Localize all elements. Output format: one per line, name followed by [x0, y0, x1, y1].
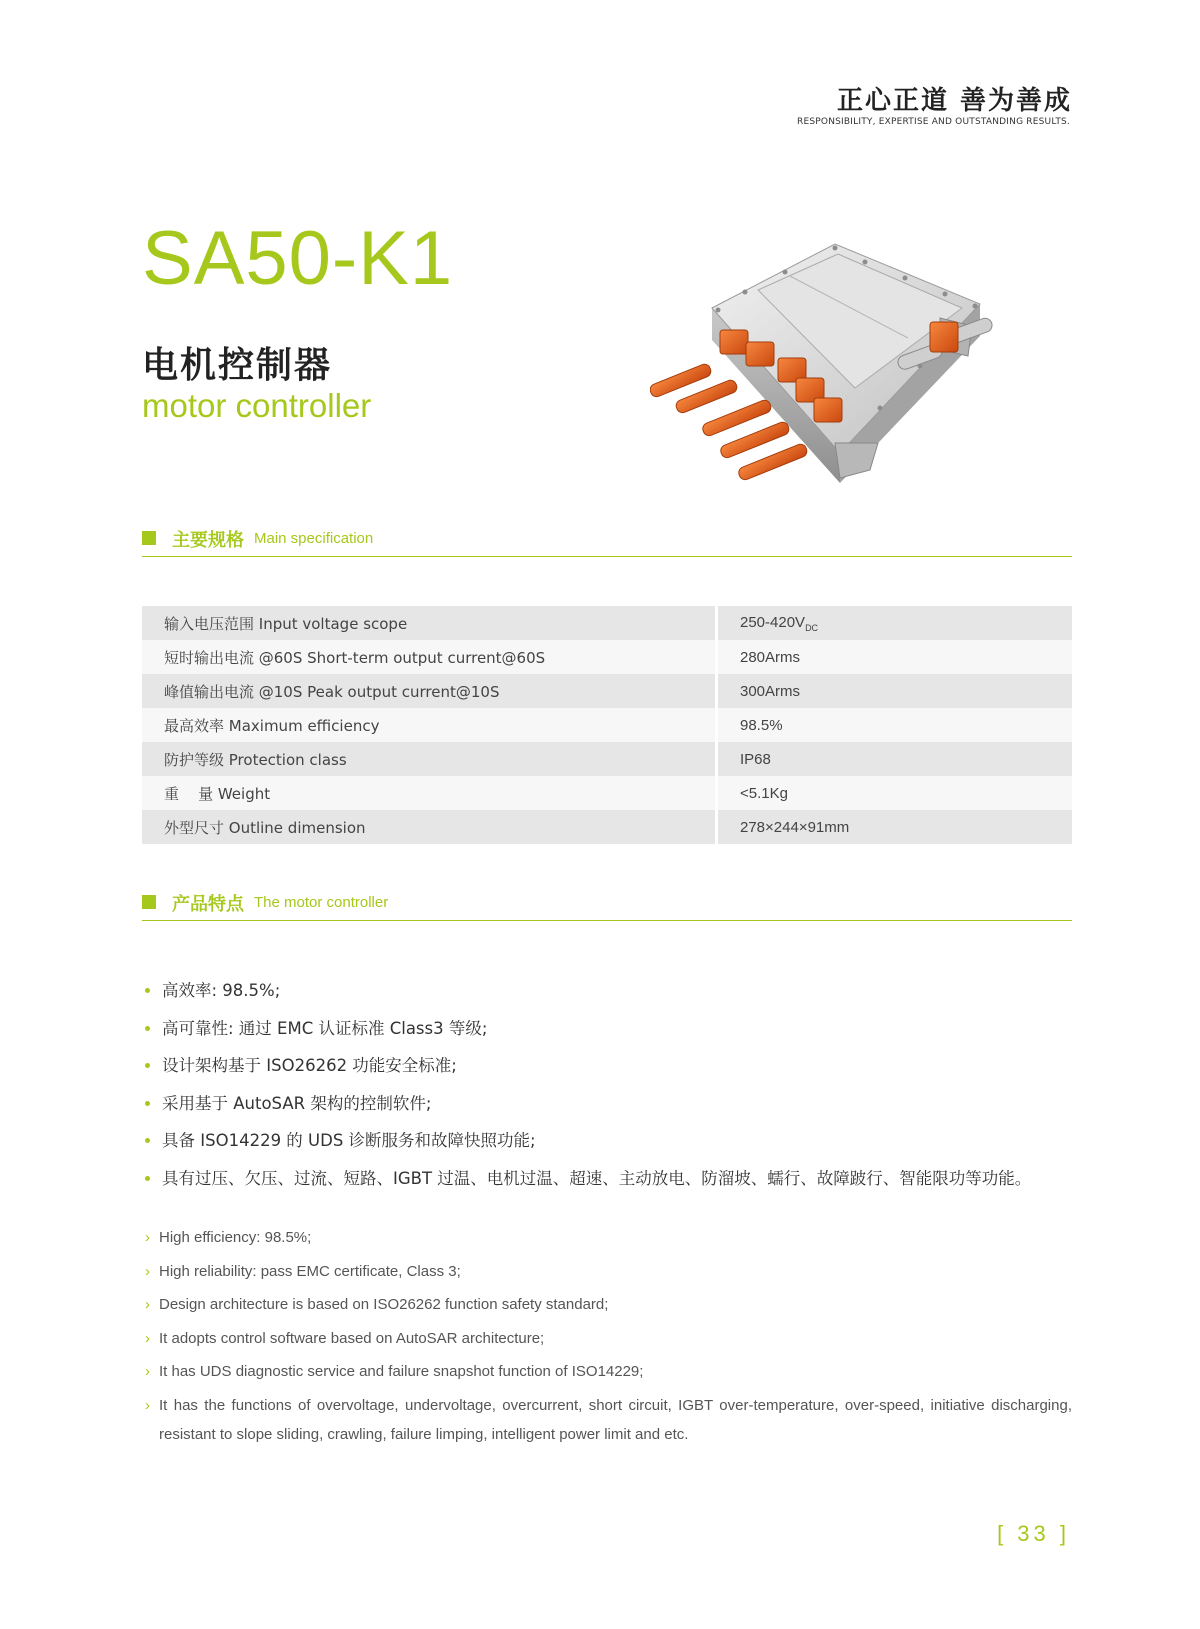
list-item: [145, 1290, 1072, 1324]
spec-section-header: [142, 526, 1072, 557]
spec-label: 重 量 Weight: [142, 776, 717, 810]
spec-label: 外型尺寸 Outline dimension: [142, 810, 717, 844]
spec-value: 278×244×91mm: [717, 810, 1073, 844]
slogan-cn: 正心正道 善为善成: [836, 86, 1072, 116]
chevron-right-icon: ›: [145, 1262, 150, 1280]
list-item: [145, 1160, 1031, 1198]
table-row: [142, 776, 1072, 810]
spec-value: 300Arms: [717, 674, 1073, 708]
feature-title-cn: 产品特点: [172, 894, 244, 915]
bullet-dot-icon: [145, 988, 150, 993]
list-item: [145, 1257, 1072, 1291]
feature-section-header: [142, 890, 1072, 921]
spec-label: 短时输出电流 @60S Short-term output current@60S: [142, 640, 717, 674]
feature-text: It adopts control software based on AutoSAR architecture;: [159, 1329, 545, 1347]
bullet-dot-icon: [145, 1026, 150, 1031]
bullet-dot-icon: [145, 1063, 150, 1068]
feature-title-en: The motor controller: [254, 894, 389, 911]
chevron-right-icon: ›: [145, 1363, 150, 1380]
list-item: [145, 1391, 1072, 1449]
feature-text: It has the functions of overvoltage, undervoltage, overcurrent, short circuit, IGBT over-temperature, over-speed, initiative discharging, resistant to slope sliding, crawling, failure limping, intelligent power limit and etc.: [159, 1396, 1072, 1443]
product-name-cn: 电机控制器: [142, 345, 333, 386]
feature-text: 高可靠性: 通过 EMC 认证标准 Class3 等级;: [162, 1018, 488, 1038]
spec-value-text: 250-420V: [740, 613, 806, 631]
table-row: [142, 810, 1072, 844]
chevron-right-icon: ›: [145, 1296, 150, 1313]
table-row: [142, 742, 1072, 776]
spec-value-subscript: DC: [805, 622, 819, 633]
list-item: [145, 1085, 1031, 1123]
feature-text: High efficiency: 98.5%;: [159, 1229, 312, 1246]
chevron-right-icon: ›: [145, 1229, 150, 1246]
product-name-en: motor controller: [142, 387, 372, 424]
list-item: [145, 1010, 1031, 1048]
feature-text: 高效率: 98.5%;: [162, 981, 281, 1000]
bullet-dot-icon: [145, 1101, 150, 1106]
list-item: [145, 1357, 1072, 1391]
feature-text: 采用基于 AutoSAR 架构的控制软件;: [162, 1093, 432, 1113]
feature-text: 具备 ISO14229 的 UDS 诊断服务和故障快照功能;: [162, 1131, 536, 1150]
spec-value: [717, 606, 1073, 640]
spec-table: [142, 606, 1072, 844]
slogan-en: RESPONSIBILITY, EXPERTISE AND OUTSTANDING RESULTS.: [797, 117, 1070, 127]
table-row: [142, 640, 1072, 674]
chevron-right-icon: ›: [145, 1329, 150, 1347]
table-row: [142, 708, 1072, 742]
feature-list-cn: [145, 972, 1031, 1197]
list-item: [145, 1324, 1072, 1358]
feature-text: 具有过压、欠压、过流、短路、IGBT 过温、电机过温、超速、主动放电、防溜坡、蠕行、故障跛行、智能限功等功能。: [162, 1168, 1032, 1188]
feature-list-en: [145, 1223, 1072, 1449]
motor-controller-image: [650, 238, 1022, 500]
section-marker: [142, 895, 156, 909]
table-row: [142, 674, 1072, 708]
bullet-dot-icon: [145, 1176, 150, 1181]
product-code: SA50-K1: [142, 216, 454, 301]
spec-label: 峰值输出电流 @10S Peak output current@10S: [142, 674, 717, 708]
spec-title-cn: 主要规格: [172, 530, 244, 551]
list-item: [145, 972, 1031, 1010]
list-item: [145, 1122, 1031, 1160]
bullet-dot-icon: [145, 1138, 150, 1143]
feature-text: 设计架构基于 ISO26262 功能安全标准;: [162, 1056, 457, 1075]
spec-value: IP68: [717, 742, 1073, 776]
feature-text: It has UDS diagnostic service and failure snapshot function of ISO14229;: [159, 1363, 644, 1380]
feature-text: High reliability: pass EMC certificate, Class 3;: [159, 1262, 461, 1280]
list-item: [145, 1047, 1031, 1085]
spec-label: 输入电压范围 Input voltage scope: [142, 606, 717, 640]
spec-title-en: Main specification: [254, 530, 374, 547]
feature-text: Design architecture is based on ISO26262 function safety standard;: [159, 1296, 609, 1313]
spec-label: 防护等级 Protection class: [142, 742, 717, 776]
chevron-right-icon: ›: [145, 1396, 150, 1414]
section-marker: [142, 531, 156, 545]
spec-value: 98.5%: [717, 708, 1073, 742]
spec-value: 280Arms: [717, 640, 1073, 674]
page-number: [ 33 ]: [997, 1521, 1070, 1546]
spec-value: <5.1Kg: [717, 776, 1073, 810]
list-item: [145, 1223, 1072, 1257]
table-row: [142, 606, 1072, 640]
spec-label: 最高效率 Maximum efficiency: [142, 708, 717, 742]
